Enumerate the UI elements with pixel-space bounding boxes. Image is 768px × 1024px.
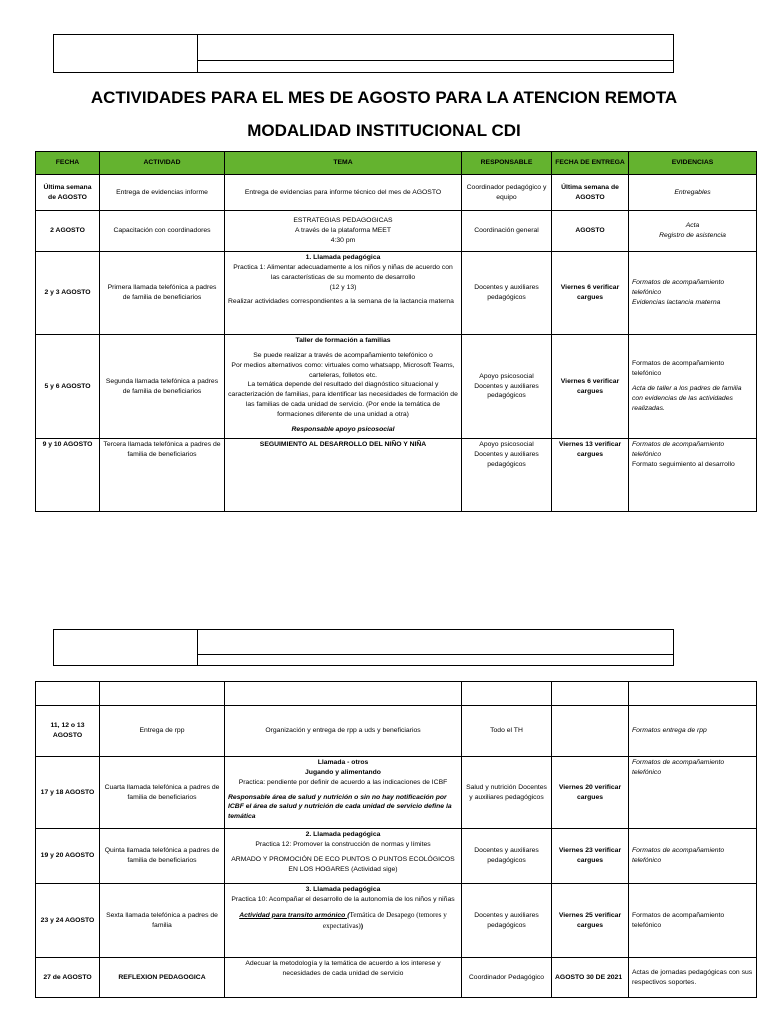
cell-tema — [225, 252, 462, 335]
cell-evidencias — [629, 335, 757, 439]
cell-fecha: 23 y 24 AGOSTO — [36, 884, 100, 958]
tema-line: 1. Llamada pedagógica — [305, 254, 381, 261]
tema-line: ) — [360, 922, 364, 930]
cell-entrega: Viernes 13 verificar cargues — [552, 439, 629, 512]
cell-tema — [225, 757, 462, 829]
cell-actividad: REFLEXION PEDAGOGICA — [100, 958, 225, 998]
tema-line: Practica 12: Promover la construcción de normas y límites — [255, 840, 431, 848]
header-box-cell — [198, 35, 674, 61]
evidencia-line: Acta de taller a los padres de familia con evidencias de las actividades realizadas. — [632, 385, 742, 412]
header-box-cell — [198, 61, 674, 73]
cell-actividad: Quinta llamada telefónica a padres de familia de beneficiarios — [100, 829, 225, 884]
tema-line: A través de la plataforma MEET — [295, 227, 391, 235]
header-fecha-entrega: FECHA DE ENTREGA — [552, 152, 629, 175]
header-box-cell — [54, 630, 198, 666]
cell-actividad: Tercera llamada telefónica a padres de familia de beneficiarios — [100, 439, 225, 512]
cell-evidencias: Formatos entrega de rpp — [629, 706, 757, 757]
header-box-bottom — [53, 629, 674, 666]
table-row — [36, 884, 757, 958]
cell-fecha: 11, 12 o 13 AGOSTO — [36, 706, 100, 757]
cell-entrega: Viernes 6 verificar cargues — [552, 335, 629, 439]
header-box-cell — [198, 630, 674, 655]
cell-actividad: Cuarta llamada telefónica a padres de familia de beneficiarios — [100, 757, 225, 829]
header-evidencias: EVIDENCIAS — [629, 152, 757, 175]
header-responsable: RESPONSABLE — [462, 152, 552, 175]
evidencia-line: Formatos de acompañamiento telefónico — [632, 441, 725, 458]
table-row — [36, 829, 757, 884]
table-header-row-empty — [36, 682, 757, 706]
tema-line: Practica 1: Alimentar adecuadamente a los niños y niñas de acuerdo con las características de su momento de desarrollo — [233, 263, 453, 281]
cell-fecha: 17 y 18 AGOSTO — [36, 757, 100, 829]
cell-tema — [225, 884, 462, 958]
table-header-row — [36, 152, 757, 175]
cell-actividad: Capacitación con coordinadores — [100, 211, 225, 252]
empty-header-cell — [552, 682, 629, 706]
cell-tema: SEGUIMIENTO AL DESARROLLO DEL NIÑO Y NIÑA — [225, 439, 462, 512]
cell-entrega — [552, 706, 629, 757]
tema-line: Taller de formación a familias — [295, 337, 391, 344]
cell-responsable: Docentes y auxiliares pedagógicos — [462, 829, 552, 884]
cell-entrega: AGOSTO — [552, 211, 629, 252]
page-subtitle: MODALIDAD INSTITUCIONAL CDI — [247, 121, 521, 140]
cell-responsable: Coordinador Pedagógico — [462, 958, 552, 998]
cell-fecha: 2 y 3 AGOSTO — [36, 252, 100, 335]
cell-responsable: Docentes y auxiliares pedagógicos — [462, 884, 552, 958]
cell-fecha: 19 y 20 AGOSTO — [36, 829, 100, 884]
evidencia-line: Acta — [685, 222, 700, 230]
table-row — [36, 757, 757, 829]
cell-responsable: Apoyo psicosocial Docentes y auxiliares pedagógicos — [462, 439, 552, 512]
tema-line: Practica 10: Acompañar el desarrollo de la autonomía de los niños y niñas — [231, 895, 455, 903]
evidencia-line: Registro de asistencia — [659, 232, 726, 239]
cell-evidencias: Formatos de acompañamiento telefónico — [629, 884, 757, 958]
tema-line: Temática de Desapego (temores y expectativas) — [322, 910, 447, 930]
tema-line: Actividad para transito armónico ( — [239, 911, 350, 919]
table-row — [36, 706, 757, 757]
tema-line: Llamada - otros — [317, 759, 369, 766]
evidencia-line: Formatos de acompañamiento telefónico — [632, 360, 725, 378]
cell-evidencias: Actas de jornadas pedagógicas con sus respectivos soportes. — [629, 958, 757, 998]
table-row — [36, 175, 757, 211]
cell-responsable: Salud y nutrición Docentes y auxiliares pedagógicos — [462, 757, 552, 829]
cell-actividad: Entrega de rpp — [100, 706, 225, 757]
tema-line: Responsable área de salud y nutrición o sin no hay notificación por ICBF el área de salud y nutrición de cada unidad de servicio define la temática — [228, 793, 452, 821]
cell-fecha: 27 de AGOSTO — [36, 958, 100, 998]
tema-line: ARMADO Y PROMOCIÓN DE ECO PUNTOS O PUNTOS ECOLÓGICOS EN LOS HOGARES (Actividad sige) — [231, 855, 455, 873]
header-box-cell — [54, 35, 198, 73]
empty-header-cell — [225, 682, 462, 706]
cell-fecha: 2 AGOSTO — [36, 211, 100, 252]
tema-line: Jugando y alimentando — [305, 768, 381, 776]
tema-line: 3. Llamada pedagógica — [305, 886, 381, 893]
cell-evidencias — [629, 211, 757, 252]
tema-line: ESTRATEGIAS PEDAGOGICAS — [293, 217, 393, 225]
cell-evidencias: Entregables — [629, 175, 757, 211]
cell-evidencias: Formatos de acompañamiento telefónico — [629, 829, 757, 884]
cell-entrega: Viernes 20 verificar cargues — [552, 757, 629, 829]
cell-responsable: Todo el TH — [462, 706, 552, 757]
empty-header-cell — [629, 682, 757, 706]
tema-line: 2. Llamada pedagógica — [305, 831, 381, 838]
tema-line: (12 y 13) — [329, 283, 357, 291]
cell-responsable: Coordinación general — [462, 211, 552, 252]
cell-tema: Adecuar la metodología y la temática de acuerdo a los interese y necesidades de cada unidad de servicio — [225, 958, 462, 998]
evidencia-line: Formato seguimiento al desarrollo — [632, 460, 735, 468]
cell-entrega: Viernes 6 verificar cargues — [552, 252, 629, 335]
empty-header-cell — [462, 682, 552, 706]
table-row — [36, 958, 757, 998]
empty-header-cell — [36, 682, 100, 706]
tema-line: La temática depende del resultado del diagnóstico situacional y caracterización de familias, para identificar las necesidades de formación de las familias de cada unidad de servicio. (Por ende la temática de formaciones diferente de una unidad a otra) — [228, 381, 458, 418]
evidencia-line: Formatos de acompañamiento telefónico — [632, 279, 725, 297]
cell-tema — [225, 829, 462, 884]
table-row — [36, 335, 757, 439]
cell-evidencias — [629, 439, 757, 512]
empty-header-cell — [100, 682, 225, 706]
cell-tema: Organización y entrega de rpp a uds y beneficiarios — [225, 706, 462, 757]
cell-responsable: Apoyo psicosocial Docentes y auxiliares pedagógicos — [462, 335, 552, 439]
cell-entrega: Última semana de AGOSTO — [552, 175, 629, 211]
cell-entrega: AGOSTO 30 DE 2021 — [552, 958, 629, 998]
cell-responsable: Coordinador pedagógico y equipo — [462, 175, 552, 211]
cell-actividad: Segunda llamada telefónica a padres de familia de beneficiarios — [100, 335, 225, 439]
cell-evidencias — [629, 252, 757, 335]
cell-responsable: Docentes y auxiliares pedagógicos — [462, 252, 552, 335]
tema-line: Realizar actividades correspondientes a la semana de la lactancia materna — [228, 298, 454, 306]
cell-entrega: Viernes 23 verificar cargues — [552, 829, 629, 884]
tema-line: Se puede realizar a través de acompañamiento telefónico o — [253, 351, 433, 359]
table-row — [36, 439, 757, 512]
cell-evidencias: Formatos de acompañamiento telefónico — [629, 757, 757, 829]
cell-actividad: Sexta llamada telefónica a padres de familia — [100, 884, 225, 958]
tema-line: Practica: pendiente por definir de acuerdo a las indicaciones de ICBF — [238, 778, 448, 786]
cell-tema — [225, 335, 462, 439]
activities-table-continued — [35, 681, 757, 998]
table-row — [36, 211, 757, 252]
table-row — [36, 252, 757, 335]
cell-tema: Entrega de evidencias para informe técnico del mes de AGOSTO — [225, 175, 462, 211]
cell-fecha: Última semana de AGOSTO — [36, 175, 100, 211]
cell-entrega: Viernes 25 verificar cargues — [552, 884, 629, 958]
cell-tema — [225, 211, 462, 252]
header-fecha: FECHA — [36, 152, 100, 175]
page-title: ACTIVIDADES PARA EL MES DE AGOSTO PARA LA ATENCION REMOTA — [90, 88, 678, 107]
header-tema: TEMA — [225, 152, 462, 175]
tema-line: Por medios alternativos como: virtuales como whatsapp, Microsoft Teams, carteleras, folletos etc. — [231, 361, 455, 379]
header-actividad: ACTIVIDAD — [100, 152, 225, 175]
cell-actividad: Primera llamada telefónica a padres de familia de beneficiarios — [100, 252, 225, 335]
cell-fecha: 5 y 6 AGOSTO — [36, 335, 100, 439]
evidencia-line: Evidencias lactancia materna — [632, 298, 721, 306]
tema-line: Responsable apoyo psicosocial — [291, 425, 395, 433]
tema-line: 4:30 pm — [330, 236, 356, 244]
activities-table — [35, 151, 757, 512]
cell-actividad: Entrega de evidencias informe — [100, 175, 225, 211]
header-box-top — [53, 34, 674, 73]
cell-fecha: 9 y 10 AGOSTO — [36, 439, 100, 512]
header-box-cell — [198, 655, 674, 666]
